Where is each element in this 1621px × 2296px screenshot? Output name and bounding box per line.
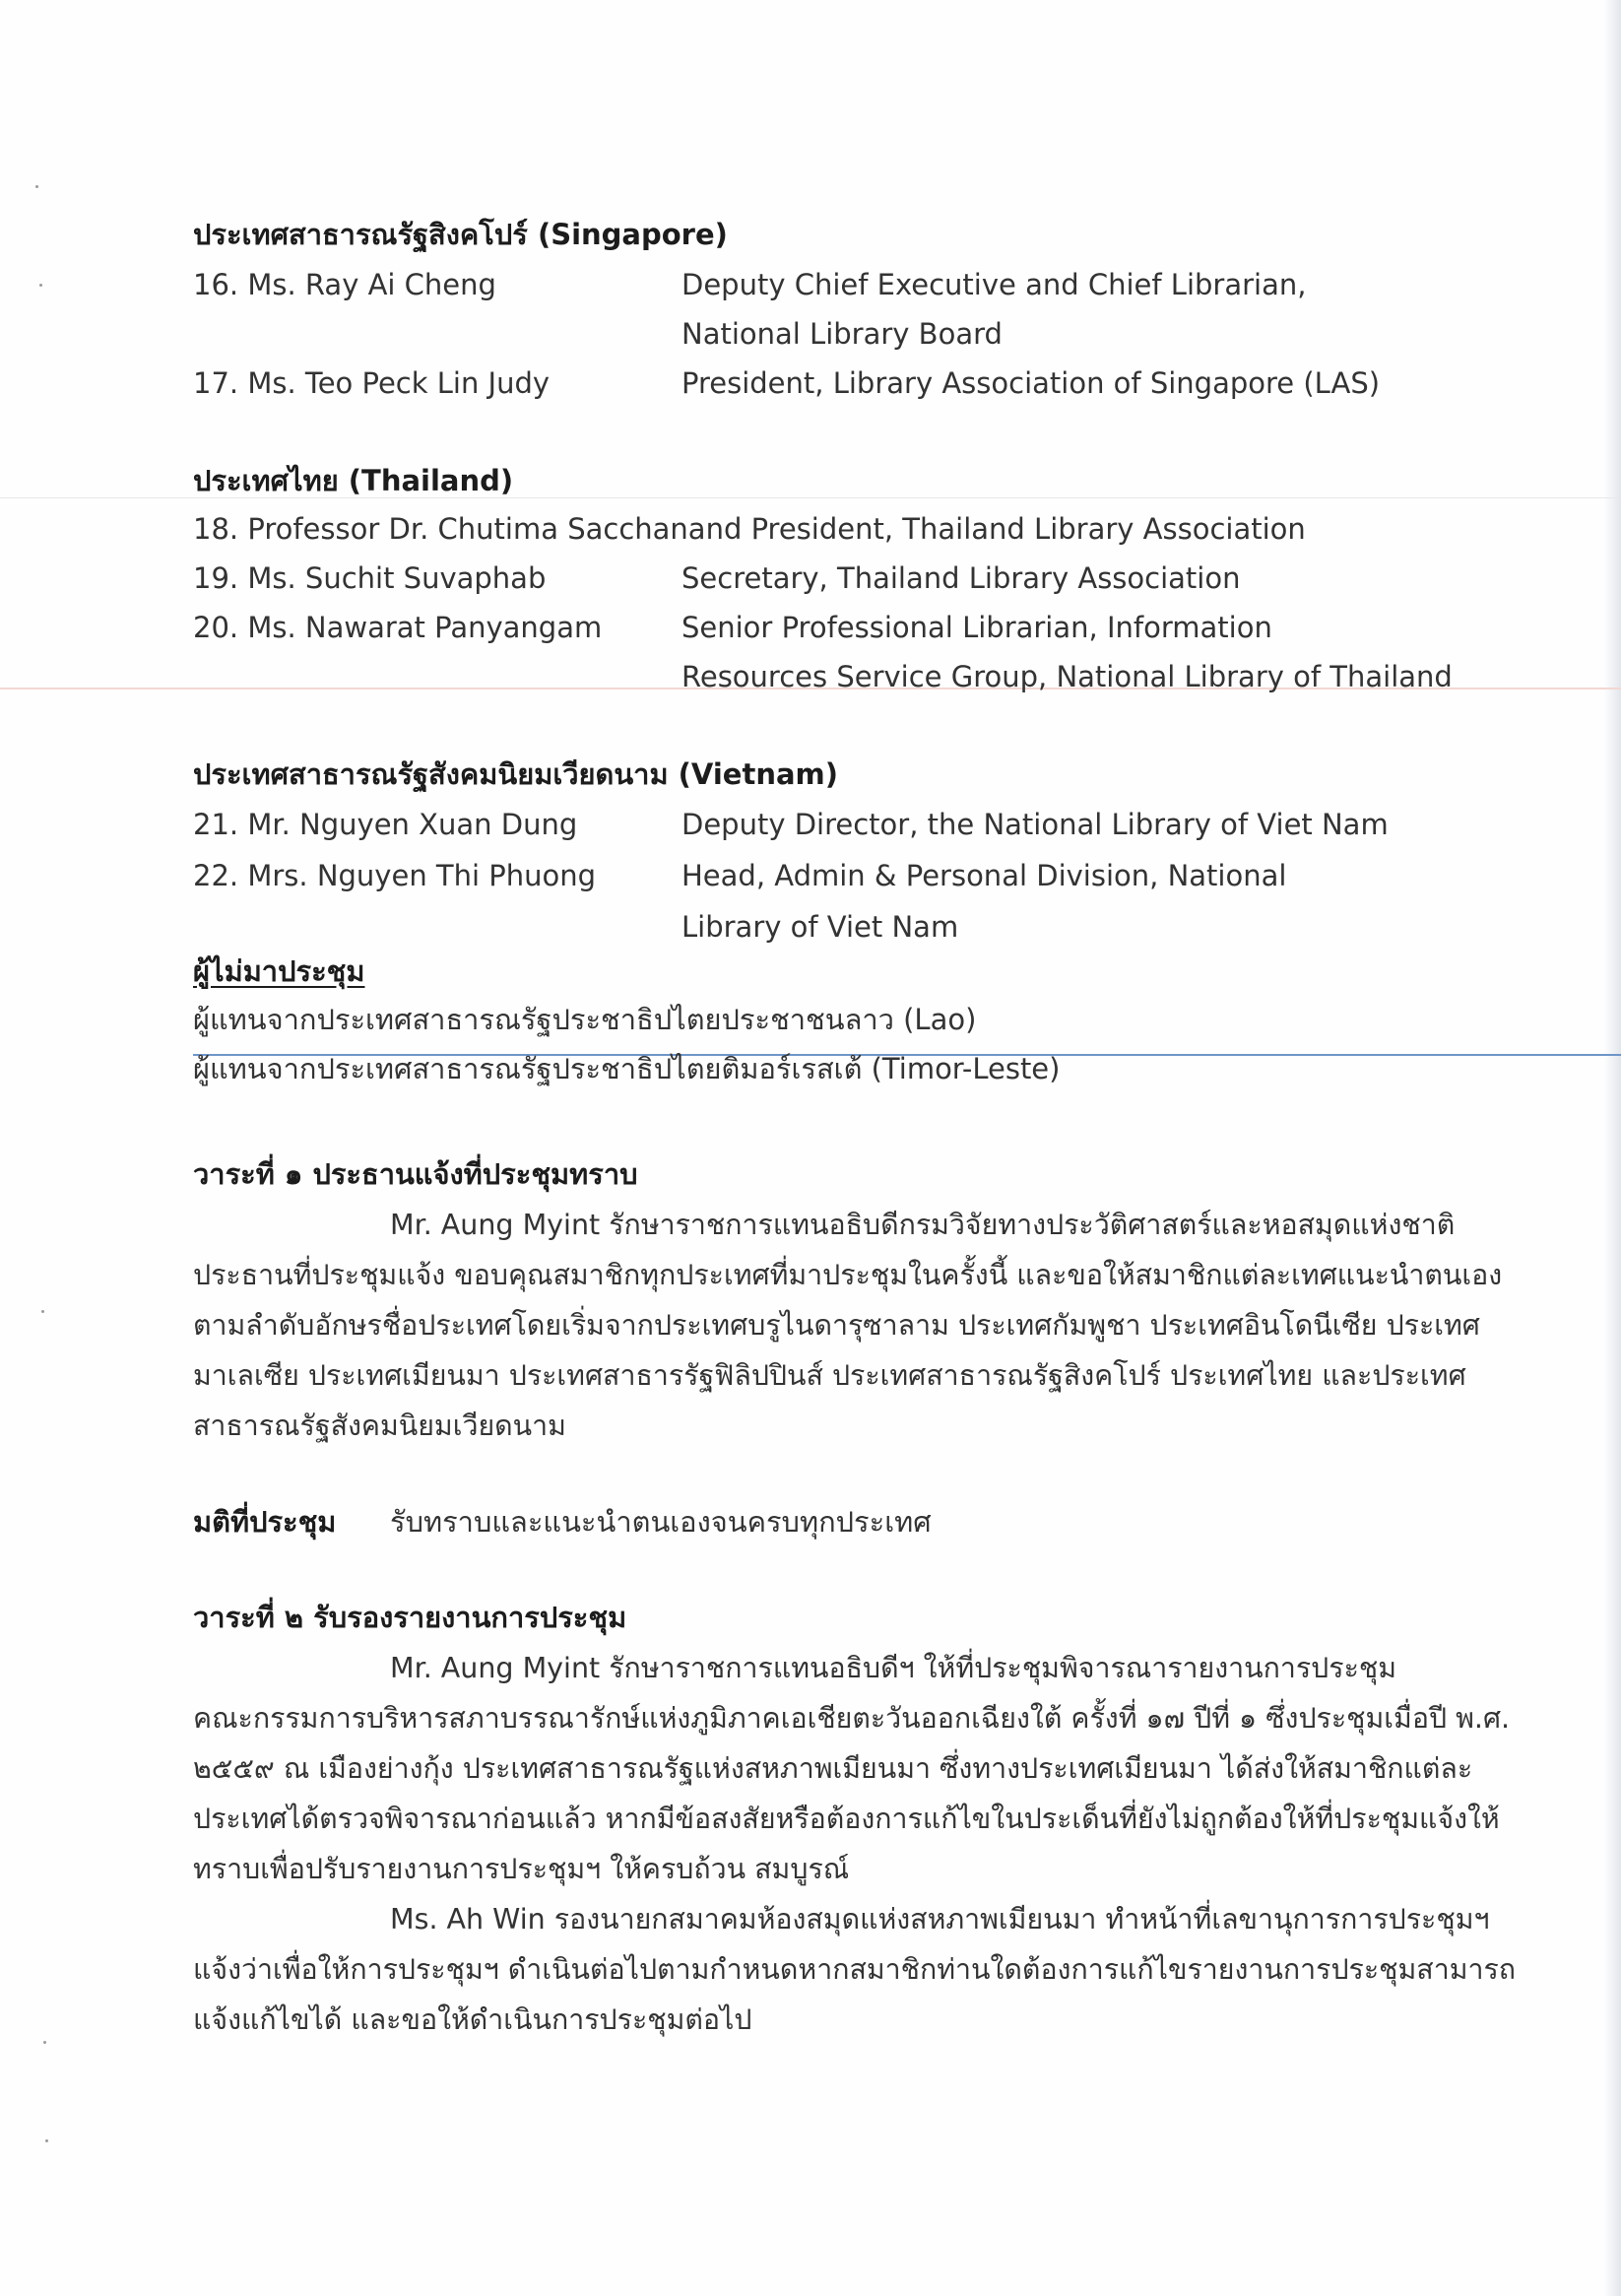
member-row xyxy=(193,652,1453,701)
paragraph-line: ประเทศได้ตรวจพิจารณาก่อนแล้ว หากมีข้อสงสัยหรือต้องการแก้ไขในประเด็นที่ยังไม่ถูกต้องให้ที่ประชุมแจ้งให้ xyxy=(193,1803,1500,1835)
paragraph-line: แจ้งแก้ไขได้ และขอให้ดำเนินการประชุมต่อไป xyxy=(193,2003,752,2036)
member-role: National Library Board xyxy=(681,317,1003,351)
section-singapore xyxy=(193,215,1424,254)
member-role: Library of Viet Nam xyxy=(681,910,959,944)
paragraph-line: ประธานที่ประชุมแจ้ง ขอบคุณสมาชิกทุกประเทศที่มาประชุมในครั้งนี้ และขอให้สมาชิกแต่ละเทศแนะนำตนเอง xyxy=(193,1259,1503,1291)
member-list-singapore xyxy=(193,260,1424,408)
member-line: 18. Professor Dr. Chutima Sacchanand President, Thailand Library Association xyxy=(193,512,1306,546)
agenda-heading: วาระที่ ๑ ประธานแจ้งที่ประชุมทราบ xyxy=(193,1157,638,1191)
paragraph-line: Mr. Aung Myint รักษาราชการแทนอธิบดีฯ ให้ที่ประชุมพิจารณารายงานการประชุม xyxy=(390,1652,1397,1684)
section-heading: ประเทศไทย (Thailand) xyxy=(193,464,514,497)
section-thailand xyxy=(193,461,1424,500)
scan-speck xyxy=(39,284,42,287)
section-vietnam xyxy=(193,754,1424,794)
section-agenda-1 xyxy=(193,1154,1503,1451)
resolution-text: รับทราบและแนะนำตนเองจนครบทุกประเทศ xyxy=(390,1505,932,1539)
paragraph-line: คณะกรรมการบริหารสภาบรรณารักษ์แห่งภูมิภาคเอเชียตะวันออกเฉียงใต้ ครั้งที่ ๑๗ ปีที่ ๑ ซึ่งประชุมเมื่อปี พ.ศ. xyxy=(193,1702,1511,1735)
absent-line: ผู้แทนจากประเทศสาธารณรัฐประชาธิปไตยติมอร์เรสเต้ (Timor-Leste) xyxy=(193,1052,1061,1085)
member-row xyxy=(193,603,1424,652)
scan-edge-shadow xyxy=(1603,0,1621,2296)
member-role: Head, Admin & Personal Division, National xyxy=(681,859,1287,892)
member-row xyxy=(193,554,1424,603)
section-heading: ผู้ไม่มาประชุม xyxy=(193,954,365,988)
resolution-label: มติที่ประชุม xyxy=(193,1505,337,1539)
paragraph-line: สาธารณรัฐสังคมนิยมเวียดนาม xyxy=(193,1410,566,1442)
member-list-thailand xyxy=(193,504,1453,701)
paragraph-line: มาเลเซีย ประเทศเมียนมา ประเทศสาธารรัฐฟิลิปปินส์ ประเทศสาธารณรัฐสิงคโปร์ ประเทศไทย และประเทศ xyxy=(193,1359,1466,1392)
member-role: Senior Professional Librarian, Information xyxy=(681,611,1272,644)
member-name: 21. Mr. Nguyen Xuan Dung xyxy=(193,808,578,841)
resolution-row xyxy=(193,1497,1424,1546)
member-role: Deputy Director, the National Library of Viet Nam xyxy=(681,808,1389,841)
member-row xyxy=(193,260,1424,309)
agenda-heading: วาระที่ ๒ รับรองรายงานการประชุม xyxy=(193,1601,627,1634)
absent-line: ผู้แทนจากประเทศสาธารณรัฐประชาธิปไตยประชาชนลาว (Lao) xyxy=(193,1003,977,1036)
member-name: 17. Ms. Teo Peck Lin Judy xyxy=(193,366,551,400)
paragraph-line: ตามลำดับอักษรชื่อประเทศโดยเริ่มจากประเทศบรูไนดารุซาลาม ประเทศกัมพูชา ประเทศอินโดนีเซีย ประเทศ xyxy=(193,1309,1480,1342)
member-name: 20. Ms. Nawarat Panyangam xyxy=(193,611,603,644)
member-name: 19. Ms. Suchit Suvaphab xyxy=(193,561,547,595)
agenda-paragraph xyxy=(193,1643,1517,2045)
agenda-1-resolution xyxy=(193,1497,1424,1546)
member-row xyxy=(193,902,1424,953)
scan-speck xyxy=(35,185,38,188)
member-role: Deputy Chief Executive and Chief Librarian, xyxy=(681,268,1307,301)
member-row xyxy=(193,504,1424,554)
paragraph-line: แจ้งว่าเพื่อให้การประชุมฯ ดำเนินต่อไปตามกำหนดหากสมาชิกท่านใดต้องการแก้ไขรายงานการประชุมสามารถ xyxy=(193,1953,1517,1986)
paragraph-line: Mr. Aung Myint รักษาราชการแทนอธิบดีกรมวิจัยทางประวัติศาสตร์และหอสมุดแห่งชาติ xyxy=(390,1209,1456,1241)
member-role: Resources Service Group, National Library of Thailand xyxy=(681,660,1453,693)
member-role: President, Library Association of Singapore (LAS) xyxy=(681,366,1381,400)
paragraph-line: Ms. Ah Win รองนายกสมาคมห้องสมุดแห่งสหภาพเมียนมา ทำหน้าที่เลขานุการการประชุมฯ xyxy=(390,1903,1490,1935)
scan-speck xyxy=(45,2139,48,2142)
section-absent xyxy=(193,951,1424,1093)
section-agenda-2 xyxy=(193,1598,1517,2045)
agenda-paragraph xyxy=(193,1200,1503,1451)
scan-speck xyxy=(41,1310,44,1313)
member-row xyxy=(193,309,1424,359)
scan-speck xyxy=(43,2041,46,2044)
member-row xyxy=(193,800,1424,851)
member-role: Secretary, Thailand Library Association xyxy=(681,561,1241,595)
section-heading: ประเทศสาธารณรัฐสิงคโปร์ (Singapore) xyxy=(193,218,728,251)
member-row xyxy=(193,851,1424,902)
paragraph-line: ทราบเพื่อปรับรายงานการประชุมฯ ให้ครบถ้วน สมบูรณ์ xyxy=(193,1853,850,1885)
member-list-vietnam xyxy=(193,800,1424,953)
member-name: 16. Ms. Ray Ai Cheng xyxy=(193,268,496,301)
section-heading: ประเทศสาธารณรัฐสังคมนิยมเวียดนาม (Vietnam) xyxy=(193,757,839,791)
member-name: 22. Mrs. Nguyen Thi Phuong xyxy=(193,859,597,892)
paragraph-line: ๒๕๕๙ ณ เมืองย่างกุ้ง ประเทศสาธารณรัฐแห่งสหภาพเมียนมา ซึ่งทางประเทศเมียนมา ได้ส่งให้สมาชิกแต่ละ xyxy=(193,1752,1473,1785)
member-row xyxy=(193,359,1424,408)
